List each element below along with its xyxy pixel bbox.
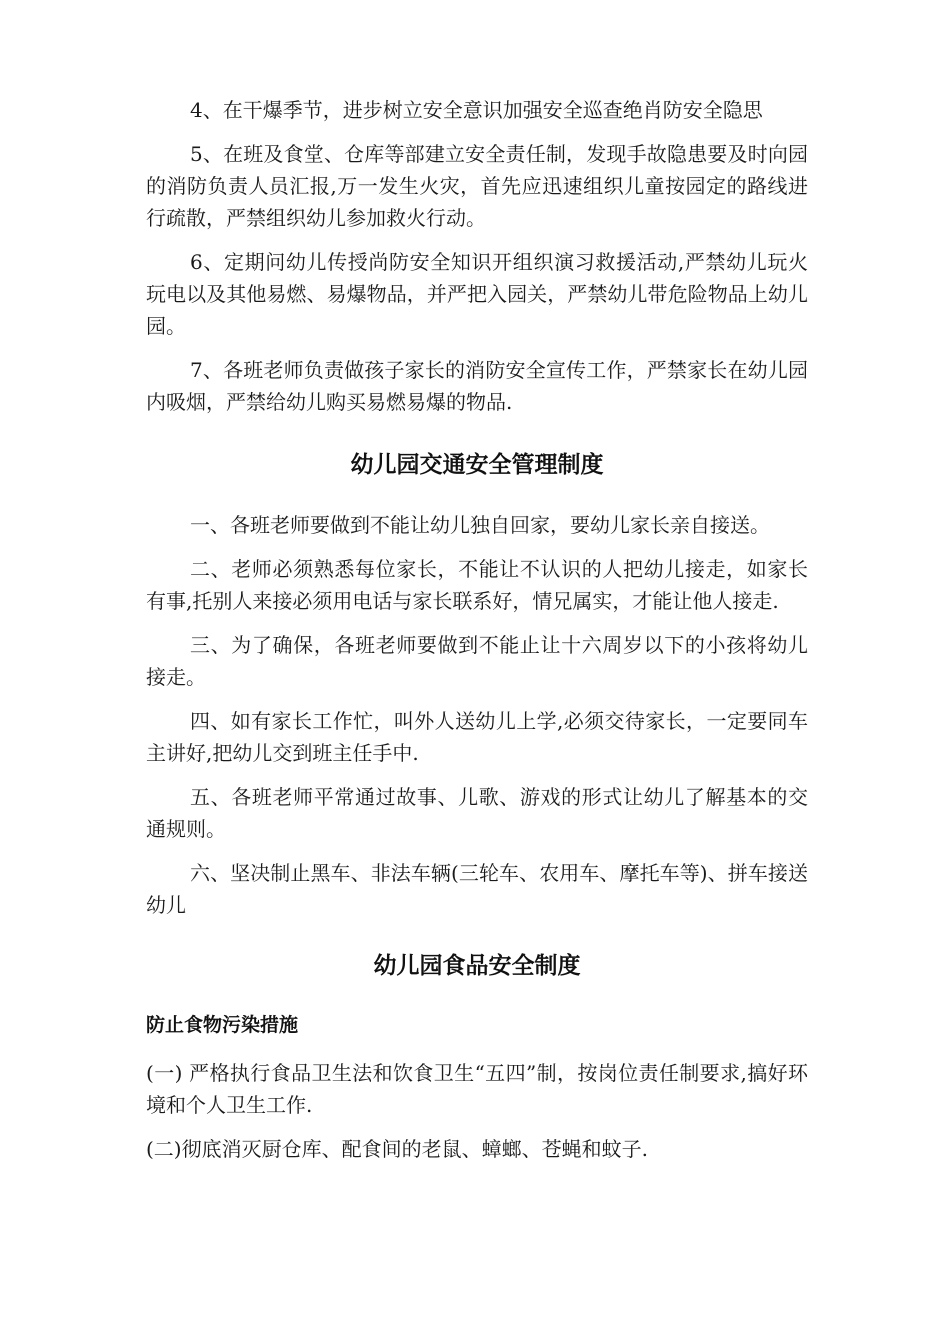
traffic-safety-item-4: 四、如有家长工作忙，叫外人送幼儿上学,必须交待家长，一定要同车主讲好,把幼儿交到班主任手中. [146,709,808,765]
traffic-safety-item-3: 三、为了确保，各班老师要做到不能止让十六周岁以下的小孩将幼儿接走。 [146,633,808,689]
traffic-safety-item-2: 二、老师必须熟悉每位家长，不能让不认识的人把幼儿接走，如家长有事,托别人来接必须用电话与家长联系好，情兄属实，才能让他人接走. [146,557,808,613]
food-safety-item-2: (二)彻底消灭厨仓库、配食间的老鼠、蟑螂、苍蝇和蚊子. [146,1137,648,1161]
traffic-safety-item-6: 六、坚决制止黑车、非法车辆(三轮车、农用车、摩托车等)、拼车接送幼儿 [146,861,808,917]
document-page [146,94,808,1177]
traffic-safety-title: 幼儿园交通安全管理制度 [350,452,604,478]
food-safety-item-1: (一) 严格执行食品卫生法和饮食卫生“五四”制，按岗位责任制要求,搞好环境和个人卫生工作. [146,1061,808,1117]
fire-safety-item-7: 7、各班老师负责做孩子家长的消防安全宣传工作，严禁家长在幼儿园内吸烟，严禁给幼儿购买易燃易爆的物品. [146,358,808,414]
food-safety-title: 幼儿园食品安全制度 [373,953,581,979]
traffic-safety-item-1: 一、各班老师要做到不能让幼儿独自回家，要幼儿家长亲自接送。 [190,513,770,537]
traffic-safety-item-5: 五、各班老师平常通过故事、儿歌、游戏的形式让幼儿了解基本的交通规则。 [146,785,808,841]
fire-safety-item-4: 4、在干爆季节，进步树立安全意识加强安全巡查绝肖防安全隐思 [190,98,763,122]
food-contamination-subtitle: 防止食物污染措施 [146,1014,299,1036]
fire-safety-item-6: 6、定期问幼儿传授尚防安全知识开组织演习救援活动,严禁幼儿玩火玩电以及其他易燃、易爆物品，并严把入园关，严禁幼儿带危险物品上幼儿园。 [146,250,808,338]
fire-safety-item-5: 5、在班及食堂、仓库等部建立安全责任制，发现手故隐患要及时向园的消防负责人员汇报,万一发生火灾，首先应迅速组织儿童按园定的路线进行疏散，严禁组织幼儿参加救火行动。 [146,142,808,230]
